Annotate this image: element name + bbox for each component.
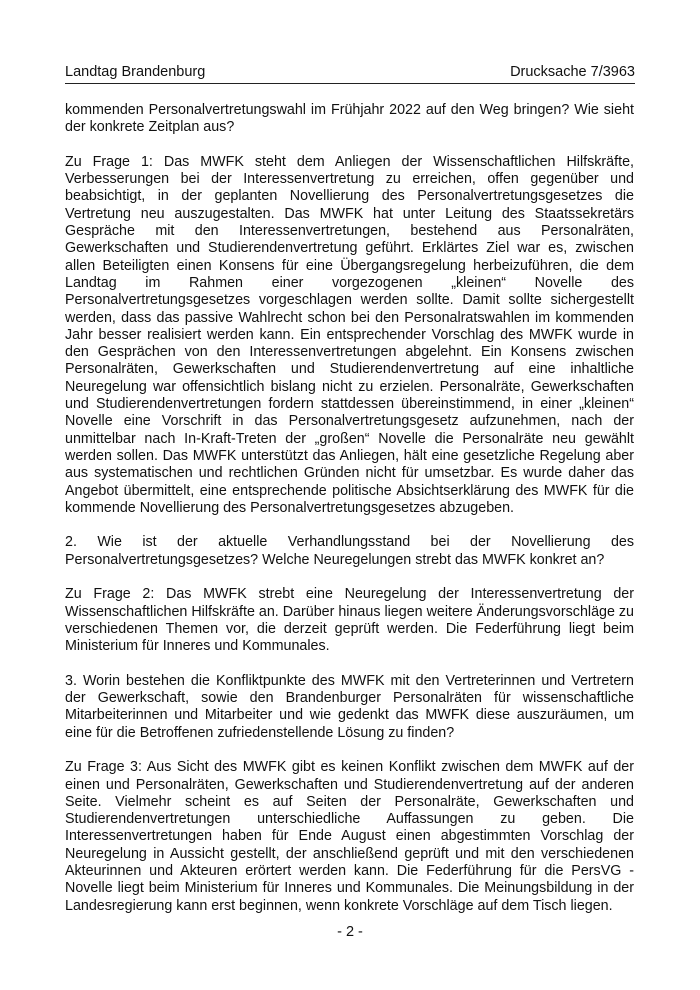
answer-question-3: Zu Frage 3: Aus Sicht des MWFK gibt es keinen Konflikt zwischen dem MWFK auf der einen und Personalräten, Gewerkschaften und Studierendenvertretung auf der anderen Seite. Vielmehr scheint es auf Seiten der Personalräte, Gewerkschaften und Studierendenvertretungen unterschiedliche Auffassungen zu geben. Die Interessenvertretungen haben für Ende August einen abgestimmten Vorschlag der Neuregelung in Aussicht gestellt, der anschließend geprüft und mit den verschiedenen Akteurinnen und Akteuren erörtert werden kann. Die Federführung für die PersVG - Novelle liegt beim Ministerium für Inneres und Kommunales. Die Meinungsbildung in der Landesregierung kann erst beginnen, wenn konkrete Vorschläge auf dem Tisch liegen. — [65, 759, 634, 914]
header-institution: Landtag Brandenburg — [65, 64, 206, 80]
document-body — [65, 102, 634, 932]
page-header — [65, 64, 635, 84]
answer-question-1: Zu Frage 1: Das MWFK steht dem Anliegen der Wissenschaftlichen Hilfskräfte, Verbesserungen bei der Interessenvertretung zu erreichen, offen gegenüber und beabsichtigt, in der geplanten Novellierung des Personalvertretungsgesetzes die Vertretung neu auszugestalten. Das MWFK hat unter Leitung des Staatssekretärs Gespräche mit den Interessenvertretungen, bestehend aus Personalräten, Gewerkschaften und Studierendenvertretung geführt. Erklärtes Ziel war es, zwischen allen Beteiligten einen Konsens für eine Übergangsregelung herbeizuführen, die dem Landtag im Rahmen einer vorgezogenen „kleinen“ Novelle des Personalvertretungsgesetzes vorgeschlagen werden sollte. Damit sollte sichergestellt werden, dass das passive Wahlrecht schon bei den Personalratswahlen im kommenden Jahr besser realisiert werden kann. Ein entsprechender Vorschlag des MWFK wurde in den Gesprächen von den Interessenvertretungen abgelehnt. Ein Konsens zwischen Personalräten, Gewerkschaften und Studierendenvertretung auf eine inhaltliche Neuregelung war offensichtlich bislang nicht zu erzielen. Personalräte, Gewerkschaften und Studierendenvertretungen fordern stattdessen übereinstimmend, in einer „kleinen“ Novelle eine Vorschrift in das Personalvertretungsgesetz aufzunehmen, nach der unmittelbar nach In-Kraft-Treten der „großen“ Novelle die Personalräte neu gewählt werden sollen. Das MWFK unterstützt das Anliegen, hält eine gesetzliche Regelung aber aus systematischen und rechtlichen Gründen nicht für umsetzbar. Es wurde daher das Angebot übermittelt, eine entsprechende politische Absichtserklärung des MWFK für die kommende Novellierung des Personalvertretungsgesetzes abzugeben. — [65, 153, 634, 516]
question-3: 3. Worin bestehen die Konfliktpunkte des MWFK mit den Vertreterinnen und Vertretern der Gewerkschaft, sowie den Brandenburger Personalräten für wissenschaftliche Mitarbeiterinnen und Mitarbeiter und wie gedenkt das MWFK diese auszuräumen, um eine für die Betroffenen zufriedenstellende Lösung zu finden? — [65, 672, 634, 741]
page-number: - 2 - — [337, 924, 363, 940]
header-document-number: Drucksache 7/3963 — [510, 64, 635, 80]
question-2: 2. Wie ist der aktuelle Verhandlungsstand bei der Novellierung des Personalvertretungsgesetzes? Welche Neuregelungen strebt das MWFK konkret an? — [65, 534, 634, 568]
paragraph-continuation: kommenden Personalvertretungswahl im Frühjahr 2022 auf den Weg bringen? Wie sieht der konkrete Zeitplan aus? — [65, 102, 634, 136]
answer-question-2: Zu Frage 2: Das MWFK strebt eine Neuregelung der Interessenvertretung der Wissenschaftlichen Hilfskräfte an. Darüber hinaus liegen weitere Änderungsvorschläge zu verschiedenen Themen vor, die derzeit geprüft werden. Die Federführung liegt beim Ministerium für Inneres und Kommunales. — [65, 586, 634, 655]
